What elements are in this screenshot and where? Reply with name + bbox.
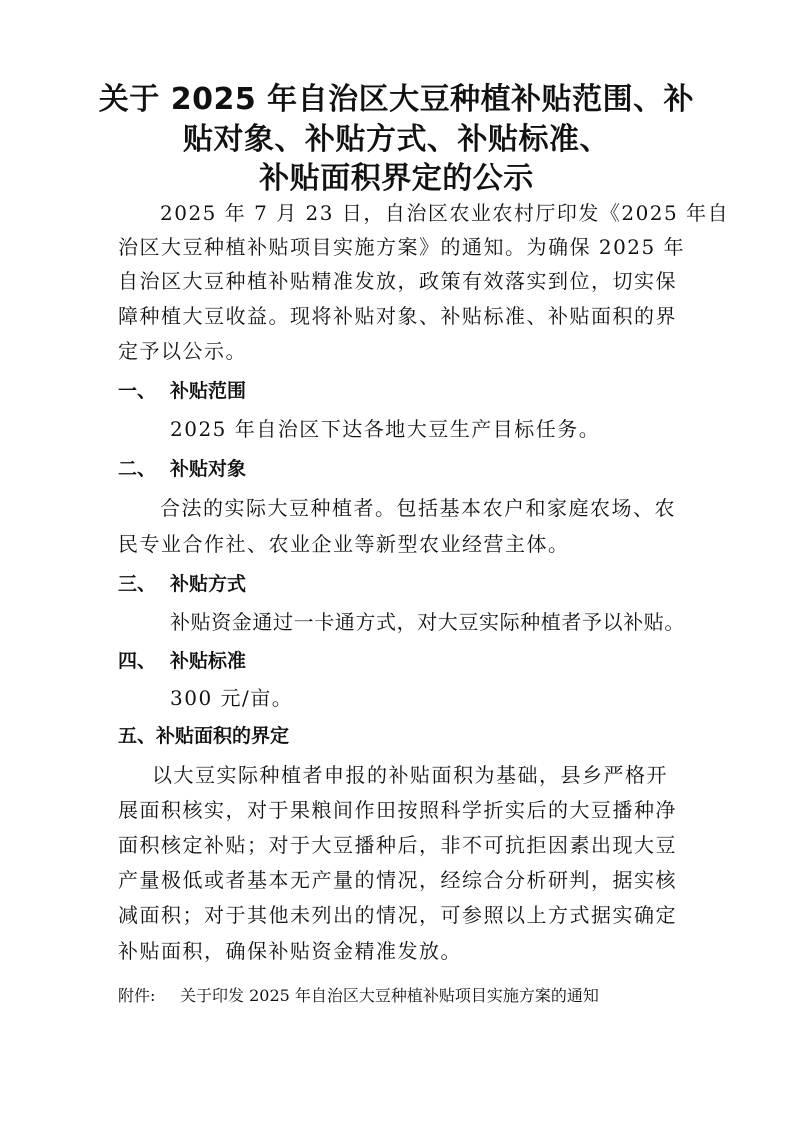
section-3-line-1: 补贴资金通过一卡通方式，对大豆实际种植者予以补贴。 bbox=[170, 610, 685, 634]
section-2-line-1: 合法的实际大豆种植者。包括基本农户和家庭农场、农 bbox=[160, 496, 676, 520]
document-title-line-1: 关于 2025 年自治区大豆种植补贴范围、补 bbox=[98, 82, 695, 117]
section-2-line-2: 民专业合作社、农业企业等新型农业经营主体。 bbox=[118, 532, 570, 556]
section-5-line-6: 补贴面积，确保补贴资金精准发放。 bbox=[118, 939, 462, 963]
intro-line-4: 障种植大豆收益。现将补贴对象、补贴标准、补贴面积的界 bbox=[118, 304, 677, 328]
section-1-heading bbox=[118, 378, 246, 404]
annex-label: 附件: bbox=[118, 986, 156, 1005]
section-1-line-1: 2025 年自治区下达各地大豆生产目标任务。 bbox=[170, 417, 601, 441]
intro-line-2: 治区大豆种植补贴项目实施方案》的通知。为确保 2025 年 bbox=[118, 235, 686, 259]
section-5-line-1: 以大豆实际种植者申报的补贴面积为基础，县乡严格开 bbox=[152, 763, 668, 787]
section-5-number: 五、 bbox=[118, 725, 157, 747]
section-4-number: 四、 bbox=[118, 650, 157, 672]
section-4-line-1: 300 元/亩。 bbox=[170, 686, 294, 710]
section-2-number: 二、 bbox=[118, 458, 157, 480]
section-4-heading bbox=[118, 648, 246, 674]
section-5-line-2: 展面积核实，对于果粮间作田按照科学折实后的大豆播种净 bbox=[118, 798, 677, 822]
intro-line-5: 定予以公示。 bbox=[118, 339, 247, 363]
section-1-number: 一、 bbox=[118, 380, 157, 402]
section-5-heading bbox=[118, 723, 289, 749]
section-3-title: 补贴方式 bbox=[170, 573, 247, 595]
section-2-heading bbox=[118, 456, 246, 482]
section-5-line-5: 减面积；对于其他未列出的情况，可参照以上方式据实确定 bbox=[118, 903, 677, 927]
document-title-line-2: 贴对象、补贴方式、补贴标准、 bbox=[183, 122, 610, 157]
annex-text: 关于印发 2025 年自治区大豆种植补贴项目实施方案的通知 bbox=[180, 986, 599, 1005]
section-4-title: 补贴标准 bbox=[170, 650, 247, 672]
section-3-heading bbox=[118, 571, 246, 597]
section-3-number: 三、 bbox=[118, 573, 157, 595]
section-5-line-3: 面积核定补贴；对于大豆播种后，非不可抗拒因素出现大豆 bbox=[118, 833, 677, 857]
section-5-title: 补贴面积的界定 bbox=[156, 725, 290, 747]
document-title-line-3: 补贴面积界定的公示 bbox=[259, 161, 534, 196]
annex-line bbox=[118, 985, 599, 1007]
intro-line-1: 2025 年 7 月 23 日，自治区农业农村厅印发《2025 年自 bbox=[160, 201, 730, 225]
section-5-line-4: 产量极低或者基本无产量的情况，经综合分析研判，据实核 bbox=[118, 868, 677, 892]
section-1-title: 补贴范围 bbox=[170, 380, 247, 402]
intro-line-3: 自治区大豆种植补贴精准发放，政策有效落实到位，切实保 bbox=[118, 269, 677, 293]
section-2-title: 补贴对象 bbox=[170, 458, 247, 480]
